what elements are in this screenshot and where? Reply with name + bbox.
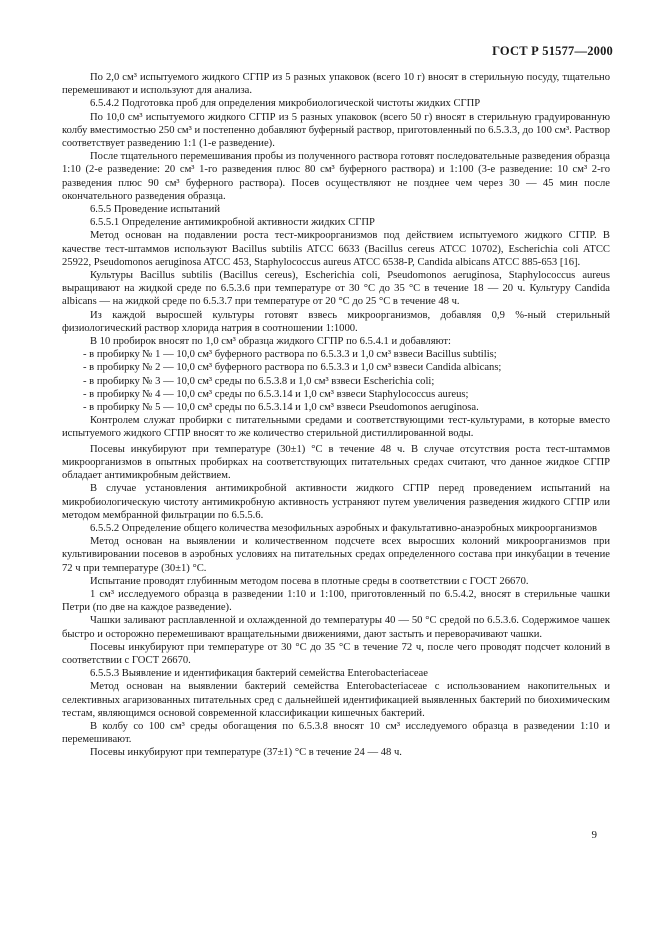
- paragraph: Метод основан на выявлении бактерий семейства Enterobacteriaceae с использованием накопительных и селективных агаризованных питательных сред с дальнейшей идентификацией выявленных бактерий по биохимическим тестам, являющимся основой современной классификации кишечных бактерий.: [62, 681, 610, 719]
- paragraph: Контролем служат пробирки с питательными средами и соответствующими тест-культурами, в которые вместо испытуемого жидкого СГПР вносят то же количество стерильной дистиллированной воды.: [62, 415, 610, 440]
- paragraph: Из каждой выросшей культуры готовят взвесь микроорганизмов, добавляя 0,9 %-ный стерильный физиологический раствор хлорида натрия в соотношении 1:1000.: [62, 309, 610, 334]
- paragraph: Культуры Bacillus subtilis (Bacillus cereus), Escherichia coli, Pseudomonos aeruginosa, Staphylococcus aureus выращивают на жидкой среде по 6.5.3.6 при температуре от 30 °С до 35 °С в течение 18 — 20 ч. Культуру Candida albicans — на жидкой среде по 6.5.3.7 при температуре от 20 °С до 25 °С в течение 48 ч.: [62, 270, 610, 308]
- paragraph: По 2,0 см³ испытуемого жидкого СГПР из 5 разных упаковок (всего 10 г) вносят в стерильную посуду, тщательно перемешивают и используют для анализа.: [62, 72, 610, 97]
- document-body: [62, 71, 610, 760]
- list-item: - в пробирку № 5 — 10,0 см³ среды по 6.5.3.14 и 1,0 см³ взвеси Pseudomonos aeruginosa.: [83, 402, 479, 414]
- paragraph: 1 см³ исследуемого образца в разведении 1:10 и 1:100, приготовленный по 6.5.4.2, вносят в стерильные чашки Петри (по две на каждое разведение).: [62, 588, 610, 614]
- paragraph: Посевы инкубируют при температуре от 30 °С до 35 °С в течение 72 ч, после чего проводят подсчет колоний в соответствии с ГОСТ 26670.: [62, 641, 610, 666]
- test-tube-list: [62, 348, 610, 414]
- section-heading: 6.5.5.3 Выявление и идентификация бактерий семейства Enterobacteriaceae: [90, 668, 428, 680]
- section-heading: 6.5.5 Проведение испытаний: [90, 204, 220, 216]
- paragraph: Метод основан на выявлении и количественном подсчете всех выросших колоний микроорганизмов при культивировании посевов в аэробных условиях на питательных средах определенного состава при инкубации в течение 72 ч при температуре (30±1) °С.: [62, 536, 610, 574]
- paragraph: После тщательного перемешивания пробы из полученного раствора готовят последовательные разведения образца 1:10 (2-е разведение: 20 см³ 1-го разведения плюс 80 см³ буферного раствора) и 1:100 (3-е разведение: 10 см³ 2-го разведения плюс 90 см³ буферного раствора). Посев осуществляют не позднее чем через 30 — 45 мин после окончательного разведения образца.: [62, 151, 610, 202]
- list-item: - в пробирку № 1 — 10,0 см³ буферного раствора по 6.5.3.3 и 1,0 см³ взвеси Bacillus subtilis;: [83, 349, 497, 361]
- paragraph: В колбу со 100 см³ среды обогащения по 6.5.3.8 вносят 10 см³ исследуемого образца в разведении 1:10 и перемешивают.: [62, 720, 610, 746]
- paragraph: В случае установления антимикробной активности жидкого СГПР перед проведением испытаний на микробиологическую чистоту антимикробную активность устраняют путем увеличения разведения жидкого СГПР или методом мембранной фильтрации по 6.5.5.6.: [62, 483, 610, 521]
- paragraph: Испытание проводят глубинным методом посева в плотные среды в соответствии с ГОСТ 26670.: [90, 575, 529, 587]
- list-item: - в пробирку № 4 — 10,0 см³ среды по 6.5.3.14 и 1,0 см³ взвеси Staphylococcus aureus;: [83, 388, 469, 400]
- paragraph: В 10 пробирок вносят по 1,0 см³ образца жидкого СГПР по 6.5.4.1 и добавляют:: [90, 336, 451, 348]
- paragraph: Посевы инкубируют при температуре (37±1) °С в течение 24 — 48 ч.: [90, 747, 402, 759]
- section-heading: 6.5.5.2 Определение общего количества мезофильных аэробных и факультативно-анаэробных микроорганизмов: [90, 522, 598, 534]
- list-item: - в пробирку № 3 — 10,0 см³ среды по 6.5.3.8 и 1,0 см³ взвеси Escherichia coli;: [83, 375, 435, 387]
- section-heading: 6.5.5.1 Определение антимикробной активности жидких СГПР: [90, 217, 375, 229]
- paragraph: Чашки заливают расплавленной и охлажденной до температуры 40 — 50 °С средой по 6.5.3.6. Содержимое чашек быстро и осторожно перемешивают вращательными движениями, дают застыть и переворачивают чашки.: [62, 615, 610, 640]
- list-item: - в пробирку № 2 — 10,0 см³ буферного раствора по 6.5.3.3 и 1,0 см³ взвеси Candida albicans;: [83, 362, 502, 374]
- paragraph: Метод основан на подавлении роста тест-микроорганизмов под действием испытуемого жидкого СГПР. В качестве тест-штаммов используют Bacillus subtilis ATCC 6633 (Bacillus cereus ATCC 10702), Escherichia coli ATCC 25922, Pseudomonos aeruginosa ATCC 453, Staphylococcus aureus ATCC 6538-P, Candida albicans ATCC 885-653 [16].: [62, 230, 610, 268]
- document-code-header: ГОСТ Р 51577—2000: [492, 44, 613, 58]
- paragraph: Посевы инкубируют при температуре (30±1) °С в течение 48 ч. В случае отсутствия роста тест-штаммов микроорганизмов в опытных пробирках на соответствующих питательных средах считают, что данное жидкое СГПР обладает антимикробным действием.: [62, 443, 610, 482]
- paragraph: По 10,0 см³ испытуемого жидкого СГПР из 5 разных упаковок (всего 50 г) вносят в стерильную градуированную колбу вместимостью 250 см³ и постепенно добавляют буферный раствор, приготовленный по 6.5.3.3, до 100 см³. Раствор соответствует разведению 1:1 (1-е разведение).: [62, 111, 610, 150]
- page-number: 9: [591, 829, 597, 841]
- section-heading: 6.5.4.2 Подготовка проб для определения микробиологической чистоты жидких СГПР: [90, 98, 481, 110]
